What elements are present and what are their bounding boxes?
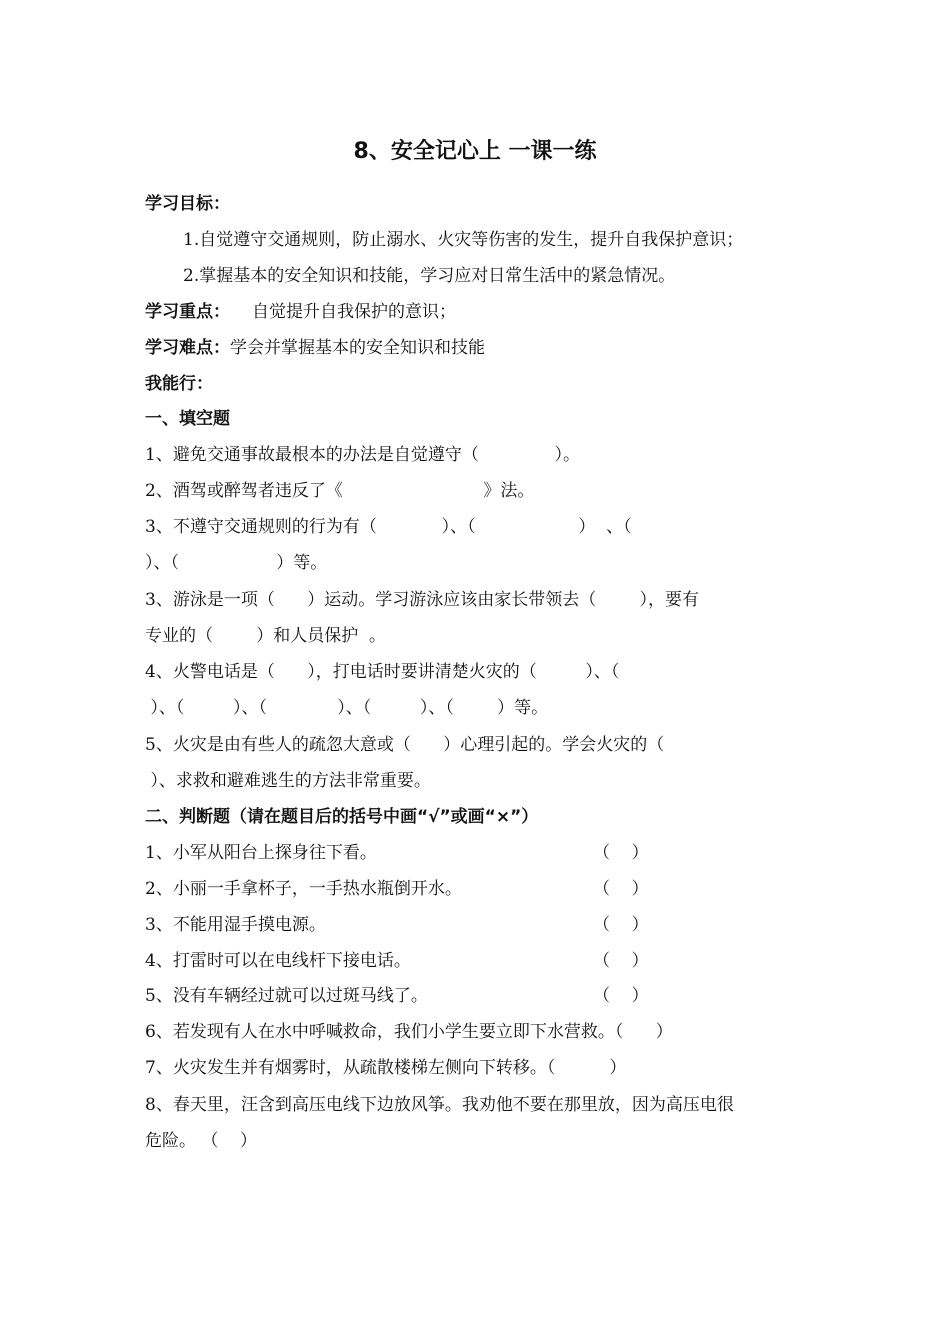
judge-question: 8、春天里，汪含到高压电线下边放风筝。我劝他不要在那里放，因为高压电很 — [145, 1095, 734, 1115]
difficulty — [145, 337, 485, 359]
difficulty-text: 学会并掌握基本的安全知识和技能 — [230, 338, 485, 358]
key-point — [145, 301, 456, 323]
i-can-heading: 我能行： — [145, 374, 213, 394]
difficulty-label: 学习难点： — [145, 338, 230, 358]
judge-question: 1、小军从阳台上探身往下看。 — [145, 843, 377, 863]
answer-brackets: （ ） — [593, 915, 649, 935]
page-title: 8、安全记心上 一课一练 — [353, 139, 597, 164]
judge-question: 5、没有车辆经过就可以过斑马线了。 — [145, 986, 428, 1006]
judge-section-heading: 二、判断题（请在题目后的括号中画“√”或画“×”） — [145, 807, 539, 827]
fill-question: ）、（ ）、（ ）、（ ）、（ ）等。 — [145, 698, 549, 718]
answer-brackets: （ ） — [593, 951, 649, 971]
judge-question: 6、若发现有人在水中呼喊救命，我们小学生要立即下水营救。（ ） — [145, 1022, 673, 1042]
fill-question: 1、避免交通事故最根本的办法是自觉遵守（ ）。 — [145, 445, 580, 465]
judge-question: 4、打雷时可以在电线杆下接电话。 — [145, 951, 411, 971]
answer-brackets: （ ） — [593, 879, 649, 899]
objective-item: 2.掌握基本的安全知识和技能，学习应对日常生活中的紧急情况。 — [183, 266, 676, 286]
fill-question: 5、火灾是由有些人的疏忽大意或（ ）心理引起的。学会火灾的（ — [145, 735, 665, 755]
answer-brackets: （ ） — [593, 843, 649, 863]
key-point-label: 学习重点： — [145, 302, 230, 322]
objectives-heading: 学习目标： — [145, 194, 230, 214]
fill-section-heading: 一、填空题 — [145, 409, 230, 429]
fill-question: ）、求救和避难逃生的方法非常重要。 — [145, 771, 431, 791]
judge-question: 7、火灾发生并有烟雾时，从疏散楼梯左侧向下转移。（ ） — [145, 1058, 627, 1078]
fill-question: 专业的（ ）和人员保护 。 — [145, 626, 387, 646]
fill-question: 2、酒驾或醉驾者违反了《 》法。 — [145, 481, 535, 501]
fill-question: 3、游泳是一项（ ）运动。学习游泳应该由家长带领去（ ），要有 — [145, 590, 699, 610]
fill-question: 3、不遵守交通规则的行为有（ ）、（ ） 、（ — [145, 517, 632, 537]
objective-item: 1.自觉遵守交通规则，防止溺水、火灾等伤害的发生，提升自我保护意识； — [183, 230, 744, 250]
fill-question: ）、（ ）等。 — [145, 553, 328, 573]
fill-question: 4、火警电话是（ ），打电话时要讲清楚火灾的（ ）、（ — [145, 662, 620, 682]
judge-question: 3、不能用湿手摸电源。 — [145, 915, 326, 935]
answer-brackets: （ ） — [593, 986, 649, 1006]
judge-question: 危险。 （ ） — [145, 1131, 258, 1151]
key-point-text: 自觉提升自我保护的意识； — [252, 302, 456, 322]
judge-question: 2、小丽一手拿杯子，一手热水瓶倒开水。 — [145, 879, 462, 899]
